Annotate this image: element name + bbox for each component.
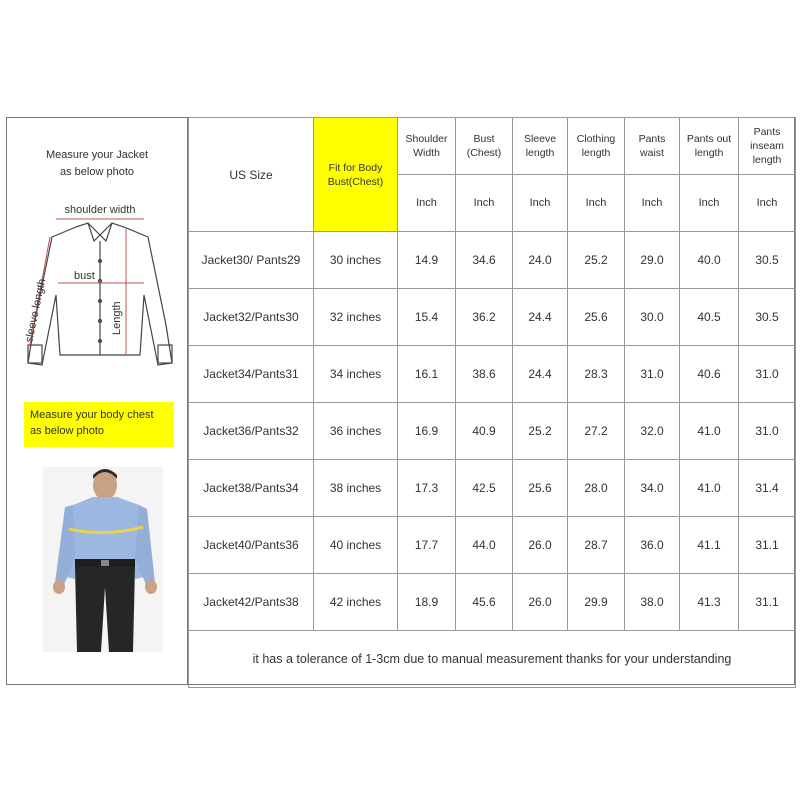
fit-cell: 42 inches bbox=[314, 574, 398, 631]
unit-cell: Inch bbox=[568, 175, 625, 232]
value-cell: 17.7 bbox=[398, 517, 456, 574]
table-row bbox=[189, 460, 796, 517]
fit-cell: 40 inches bbox=[314, 517, 398, 574]
value-cell: 24.4 bbox=[513, 289, 568, 346]
value-cell: 45.6 bbox=[456, 574, 513, 631]
table-row bbox=[189, 403, 796, 460]
sleeve-length-label: sleeve length bbox=[23, 277, 49, 344]
value-cell: 16.1 bbox=[398, 346, 456, 403]
tolerance-row bbox=[189, 631, 796, 688]
value-cell: 41.0 bbox=[680, 403, 739, 460]
size-cell: Jacket32/Pants30 bbox=[189, 289, 314, 346]
value-cell: 32.0 bbox=[625, 403, 680, 460]
value-cell: 15.4 bbox=[398, 289, 456, 346]
table-row bbox=[189, 517, 796, 574]
value-cell: 41.3 bbox=[680, 574, 739, 631]
value-cell: 36.2 bbox=[456, 289, 513, 346]
value-cell: 27.2 bbox=[568, 403, 625, 460]
jacket-caption-line-2: as below photo bbox=[60, 166, 134, 178]
shoulder-width-header: Shoulder Width bbox=[398, 118, 456, 175]
shoulder-width-label: shoulder width bbox=[64, 204, 136, 216]
us-size-header: US Size bbox=[189, 118, 314, 232]
value-cell: 41.1 bbox=[680, 517, 739, 574]
fit-bust-header: Fit for Body Bust(Chest) bbox=[314, 118, 398, 232]
value-cell: 17.3 bbox=[398, 460, 456, 517]
value-cell: 26.0 bbox=[513, 574, 568, 631]
size-cell: Jacket38/Pants34 bbox=[189, 460, 314, 517]
value-cell: 34.0 bbox=[625, 460, 680, 517]
value-cell: 26.0 bbox=[513, 517, 568, 574]
chest-note-line-2: as below photo bbox=[30, 425, 104, 437]
value-cell: 30.5 bbox=[739, 289, 796, 346]
value-cell: 28.3 bbox=[568, 346, 625, 403]
size-cell: Jacket42/Pants38 bbox=[189, 574, 314, 631]
fit-cell: 30 inches bbox=[314, 232, 398, 289]
value-cell: 16.9 bbox=[398, 403, 456, 460]
size-cell: Jacket30/ Pants29 bbox=[189, 232, 314, 289]
value-cell: 28.0 bbox=[568, 460, 625, 517]
fit-cell: 32 inches bbox=[314, 289, 398, 346]
pants-out-length-header: Pants out length bbox=[680, 118, 739, 175]
value-cell: 44.0 bbox=[456, 517, 513, 574]
fit-cell: 34 inches bbox=[314, 346, 398, 403]
jacket-measurement-diagram bbox=[16, 195, 181, 370]
value-cell: 34.6 bbox=[456, 232, 513, 289]
value-cell: 31.1 bbox=[739, 517, 796, 574]
value-cell: 31.1 bbox=[739, 574, 796, 631]
unit-cell: Inch bbox=[398, 175, 456, 232]
jacket-caption bbox=[6, 147, 188, 181]
value-cell: 25.2 bbox=[568, 232, 625, 289]
value-cell: 41.0 bbox=[680, 460, 739, 517]
value-cell: 25.6 bbox=[568, 289, 625, 346]
value-cell: 25.6 bbox=[513, 460, 568, 517]
header-row bbox=[189, 118, 796, 175]
value-cell: 29.0 bbox=[625, 232, 680, 289]
value-cell: 40.5 bbox=[680, 289, 739, 346]
value-cell: 18.9 bbox=[398, 574, 456, 631]
value-cell: 25.2 bbox=[513, 403, 568, 460]
value-cell: 24.0 bbox=[513, 232, 568, 289]
bust-label: bust bbox=[74, 270, 95, 282]
pants-waist-header: Pants waist bbox=[625, 118, 680, 175]
bust-chest-header: Bust (Chest) bbox=[456, 118, 513, 175]
clothing-length-header: Clothing length bbox=[568, 118, 625, 175]
chest-measure-note bbox=[24, 402, 174, 447]
chest-measurement-photo bbox=[43, 467, 163, 652]
size-rows bbox=[189, 232, 796, 631]
sleeve-length-header: Sleeve length bbox=[513, 118, 568, 175]
value-cell: 40.6 bbox=[680, 346, 739, 403]
value-cell: 30.0 bbox=[625, 289, 680, 346]
value-cell: 30.5 bbox=[739, 232, 796, 289]
value-cell: 38.0 bbox=[625, 574, 680, 631]
table-row bbox=[189, 574, 796, 631]
tolerance-note: it has a tolerance of 1-3cm due to manual measurement thanks for your understanding bbox=[189, 631, 796, 688]
unit-cell: Inch bbox=[625, 175, 680, 232]
value-cell: 28.7 bbox=[568, 517, 625, 574]
jacket-caption-line-1: Measure your Jacket bbox=[45, 149, 149, 161]
table-row bbox=[189, 232, 796, 289]
table-row bbox=[189, 289, 796, 346]
unit-cell: Inch bbox=[680, 175, 739, 232]
fit-cell: 38 inches bbox=[314, 460, 398, 517]
value-cell: 31.4 bbox=[739, 460, 796, 517]
value-cell: 38.6 bbox=[456, 346, 513, 403]
length-label: Length bbox=[111, 301, 123, 335]
pants-inseam-length-header: Pants inseam length bbox=[739, 118, 796, 175]
unit-cell: Inch bbox=[739, 175, 796, 232]
unit-cell: Inch bbox=[456, 175, 513, 232]
value-cell: 31.0 bbox=[625, 346, 680, 403]
value-cell: 40.9 bbox=[456, 403, 513, 460]
value-cell: 29.9 bbox=[568, 574, 625, 631]
value-cell: 31.0 bbox=[739, 403, 796, 460]
unit-cell: Inch bbox=[513, 175, 568, 232]
value-cell: 40.0 bbox=[680, 232, 739, 289]
size-cell: Jacket36/Pants32 bbox=[189, 403, 314, 460]
shirt-outline bbox=[28, 223, 172, 365]
measurement-guide-panel bbox=[6, 117, 188, 685]
value-cell: 14.9 bbox=[398, 232, 456, 289]
size-chart-table bbox=[188, 117, 796, 688]
value-cell: 42.5 bbox=[456, 460, 513, 517]
table-row bbox=[189, 346, 796, 403]
chest-note-line-1: Measure your body chest bbox=[30, 409, 154, 421]
value-cell: 36.0 bbox=[625, 517, 680, 574]
size-cell: Jacket40/Pants36 bbox=[189, 517, 314, 574]
value-cell: 24.4 bbox=[513, 346, 568, 403]
fit-cell: 36 inches bbox=[314, 403, 398, 460]
size-cell: Jacket34/Pants31 bbox=[189, 346, 314, 403]
value-cell: 31.0 bbox=[739, 346, 796, 403]
